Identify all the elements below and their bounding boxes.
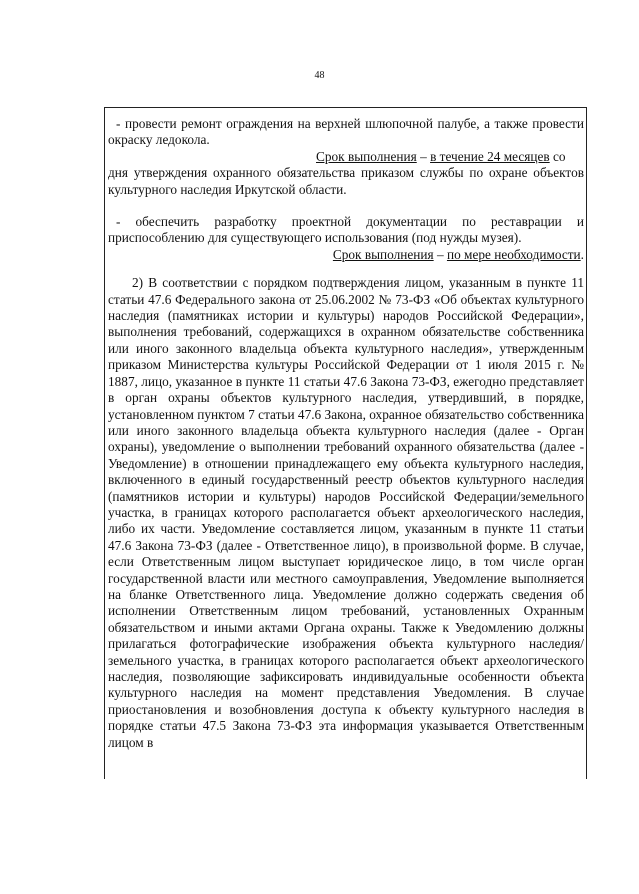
document-content — [105, 108, 586, 751]
deadline-dash: – — [433, 246, 447, 262]
deadline-continuation: дня утверждения охранного обязательства приказом службы по охране объектов культурного наследия Иркутской области. — [108, 165, 584, 197]
deadline-label: Срок выполнения — [332, 246, 434, 262]
spacer — [108, 198, 584, 214]
deadline-value: по мере необходимости — [446, 246, 581, 262]
requirement-item-design: - обеспечить разработку проектной документации по реставрации и приспособлению для существующего использования (под нужды музея). — [108, 214, 584, 246]
deadline-label: Срок выполнения — [316, 148, 417, 164]
deadline-tail: . — [580, 246, 584, 262]
deadline-value: в течение 24 месяцев — [430, 148, 550, 164]
requirement-item-repair: - провести ремонт ограждения на верхней шлюпочной палубе, а также провести окраску ледокола. — [108, 116, 584, 148]
page-number: 48 — [314, 70, 325, 81]
spacer — [108, 263, 584, 275]
deadline-tail: со — [549, 148, 566, 164]
deadline-line-1 — [108, 149, 584, 165]
table-cell-frame — [104, 107, 587, 779]
deadline-line-2 — [108, 247, 584, 263]
notification-paragraph: 2) В соответствии с порядком подтверждения лицом, указанным в пункте 11 статьи 47.6 Федерального закона от 25.06.2002 № 73-ФЗ «Об объектах культурного наследия (памятниках истории и культуры) народов Российской Федерации», выполнения требований, содержащихся в охранном обязательстве собственника или иного законного владельца объекта культурного наследия», утвержденным приказом Министерства культуры Российской Федерации от 1 июля 2015 г. № 1887, лицо, указанное в пункте 11 статьи 47.6 Закона 73-ФЗ, ежегодно представляет в орган охраны объектов культурного наследия, утвердивший, в порядке, установленном пунктом 7 статьи 47.6 Закона, охранное обязательство собственника или иного законного владельца объекта культурного наследия (далее - Орган охраны), уведомление о выполнении требований охранного обязательства (далее - Уведомление) в отношении принадлежащего ему объекта культурного наследия, включенного в единый государственный реестр объектов культурного наследия (памятников истории и культуры) народов Российской Федерации/земельного участка, в границах которого располагается объект археологического наследия, либо их части. Уведомление составляется лицом, указанным в пункте 11 статьи 47.6 Закона 73-ФЗ (далее - Ответственное лицо), в произвольной форме. В случае, если Ответственным лицом выступает юридическое лицо, в том числе орган государственной власти или местного самоуправления, Уведомление выполняется на бланке Ответственного лица. Уведомление должно содержать сведения об исполнении Ответственным лицом требований, установленных Охранным обязательством и иными актами Органа охраны. Также к Уведомлению должны прилагаться фотографические изображения объекта культурного наследия/земельного участка, в границах которого располагается объект археологического наследия, позволяющие зафиксировать индивидуальные особенности объекта культурного наследия на момент представления Уведомления. В случае приостановления и возобновления доступа к объекту культурного наследия в порядке статьи 47.5 Закона 73-ФЗ эта информация указывается Ответственным лицом в — [108, 275, 584, 750]
deadline-dash: – — [416, 148, 431, 164]
